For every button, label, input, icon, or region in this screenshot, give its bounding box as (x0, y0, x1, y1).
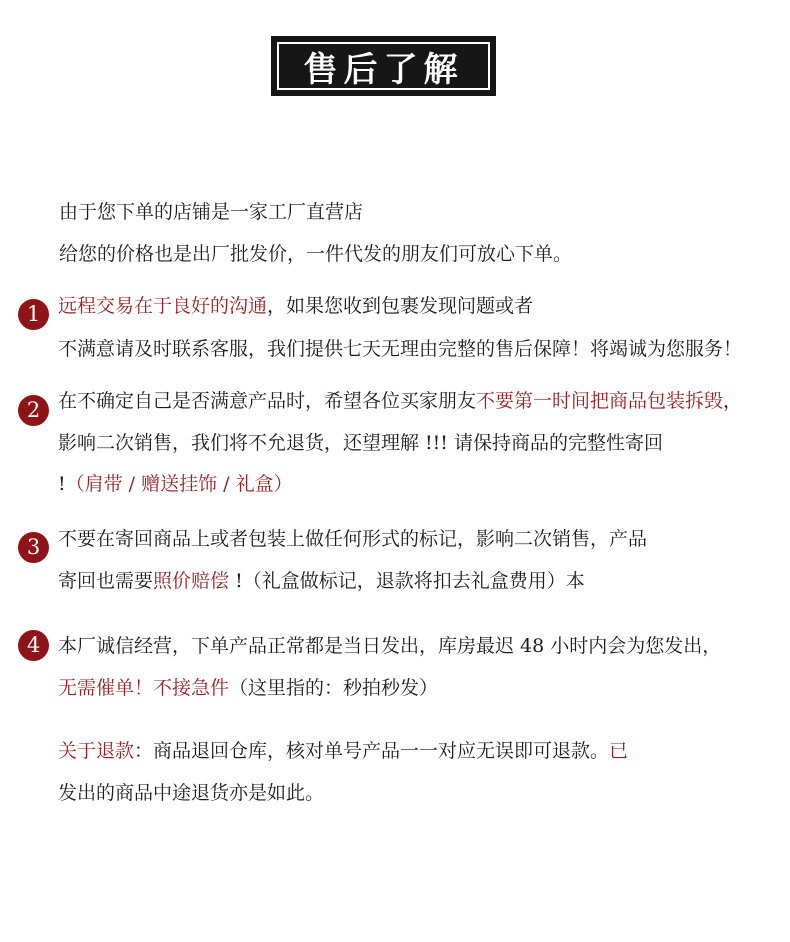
section-2-line-1-start: 在不确定自己是否满意产品时，希望各位买家朋友 (58, 390, 477, 412)
section-2-line-1-end: ， (723, 390, 743, 412)
section-2-line-3 (58, 472, 293, 496)
section-3-highlight: 照价赔偿 (153, 570, 230, 592)
section-2-highlight: 不要第一时间把商品包装拆毁 (476, 390, 724, 412)
section-1-highlight: 远程交易在于良好的沟通 (58, 295, 268, 317)
title-banner (271, 36, 496, 96)
intro-line-2: 给您的价格也是出厂批发价，一件代发的朋友们可放心下单。 (59, 243, 573, 265)
section-number-badge: 2 (18, 395, 49, 426)
intro-line-1: 由于您下单的店铺是一家工厂直营店 (59, 201, 364, 223)
section-1-line-1 (58, 294, 533, 318)
section-4-line-1: 本厂诚信经营，下单产品正常都是当日发出，库房最迟 48 小时内会为您发出， (58, 635, 722, 657)
refund-line-1 (58, 739, 628, 763)
refund-label: 关于退款 (58, 740, 135, 762)
section-4-line-2-end: （这里指的：秒拍秒发） (229, 677, 439, 699)
section-3-line-2-start: 寄回也需要 (58, 570, 154, 592)
section-2-items-highlight: （肩带 / 赠送挂饰 / 礼盒） (65, 473, 293, 495)
page-title: 售后了解 (303, 49, 464, 90)
section-1-line-1-text: ，如果您收到包裹发现问题或者 (267, 295, 534, 317)
refund-line-1-end: 已 (609, 740, 629, 762)
section-number-badge: 4 (18, 630, 49, 661)
section-2-line-1 (58, 389, 742, 413)
section-1-line-2: 不满意请及时联系客服，我们提供七天无理由完整的售后保障！将竭诚为您服务！ (58, 338, 743, 360)
section-3-line-2 (58, 569, 585, 593)
section-2-line-3-start: ! (58, 473, 66, 495)
section-3-line-2-end: !（礼盒做标记，退款将扣去礼盒费用）本 (229, 570, 585, 592)
section-4-highlight: 无需催单！不接急件 (58, 677, 230, 699)
section-number-badge: 1 (18, 299, 49, 330)
refund-line-2: 发出的商品中途退货亦是如此。 (58, 782, 325, 804)
section-3-line-1: 不要在寄回商品上或者包装上做任何形式的标记，影响二次销售，产品 (58, 528, 648, 550)
section-2-line-2: 影响二次销售，我们将不允退货，还望理解 !!! 请保持商品的完整性寄回 (58, 432, 663, 454)
section-number-badge: 3 (18, 532, 49, 563)
refund-line-1-text: ：商品退回仓库，核对单号产品一一对应无误即可退款。 (134, 740, 610, 762)
title-frame (277, 42, 490, 90)
section-4-line-2 (58, 676, 438, 700)
